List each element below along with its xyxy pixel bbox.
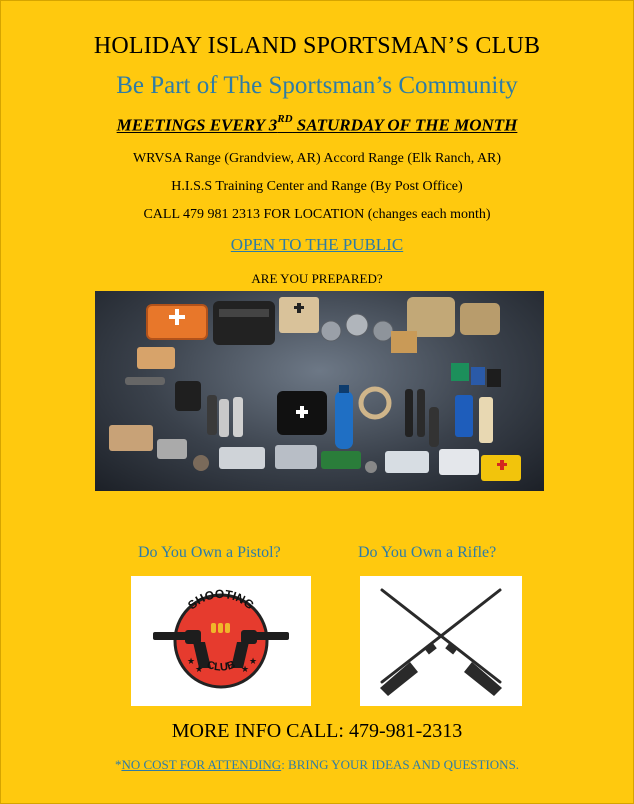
logo-bottom-text: CLUB — [205, 658, 237, 674]
page-subtitle: Be Part of The Sportsman’s Community — [116, 72, 518, 99]
no-cost-note — [0, 757, 634, 773]
crossed-rifles-image — [360, 576, 522, 706]
page-title: HOLIDAY ISLAND SPORTSMAN’S CLUB — [93, 33, 541, 59]
shooting-club-emblem — [131, 576, 311, 706]
location-line-1: WRVSA Range (Grandview, AR) Accord Range (Elk Ranch, AR) — [132, 151, 502, 166]
no-cost-link[interactable]: NO COST FOR ATTENDING — [121, 757, 282, 772]
note-asterisk: * — [114, 757, 122, 772]
meetings-heading — [0, 115, 634, 136]
logo-top-text: SHOOTING — [185, 586, 257, 613]
meetings-superscript: RD — [277, 113, 293, 125]
more-info-phone: MORE INFO CALL: 479-981-2313 — [171, 720, 463, 742]
svg-text:★: ★ — [195, 665, 204, 675]
crossed-rifles-icon — [360, 576, 522, 706]
open-to-public-link[interactable]: OPEN TO THE PUBLIC — [230, 235, 404, 254]
svg-text:★: ★ — [241, 665, 250, 675]
survival-gear-illustration — [95, 291, 544, 491]
meetings-text-pre: MEETINGS EVERY 3 — [116, 115, 278, 135]
svg-text:★: ★ — [187, 657, 196, 667]
svg-text:★: ★ — [249, 657, 258, 667]
shooting-club-logo — [131, 576, 311, 706]
prepared-heading: ARE YOU PREPARED? — [251, 271, 383, 286]
note-rest: : BRING YOUR IDEAS AND QUESTIONS. — [281, 757, 520, 772]
pistol-question: Do You Own a Pistol? — [138, 544, 281, 561]
location-line-3: CALL 479 981 2313 FOR LOCATION (changes each month) — [143, 207, 491, 222]
location-line-2: H.I.S.S Training Center and Range (By Post Office) — [171, 179, 463, 194]
survival-gear-photo — [95, 291, 544, 491]
meetings-text-post: SATURDAY OF THE MONTH — [292, 115, 518, 135]
rifle-question: Do You Own a Rifle? — [358, 544, 497, 561]
